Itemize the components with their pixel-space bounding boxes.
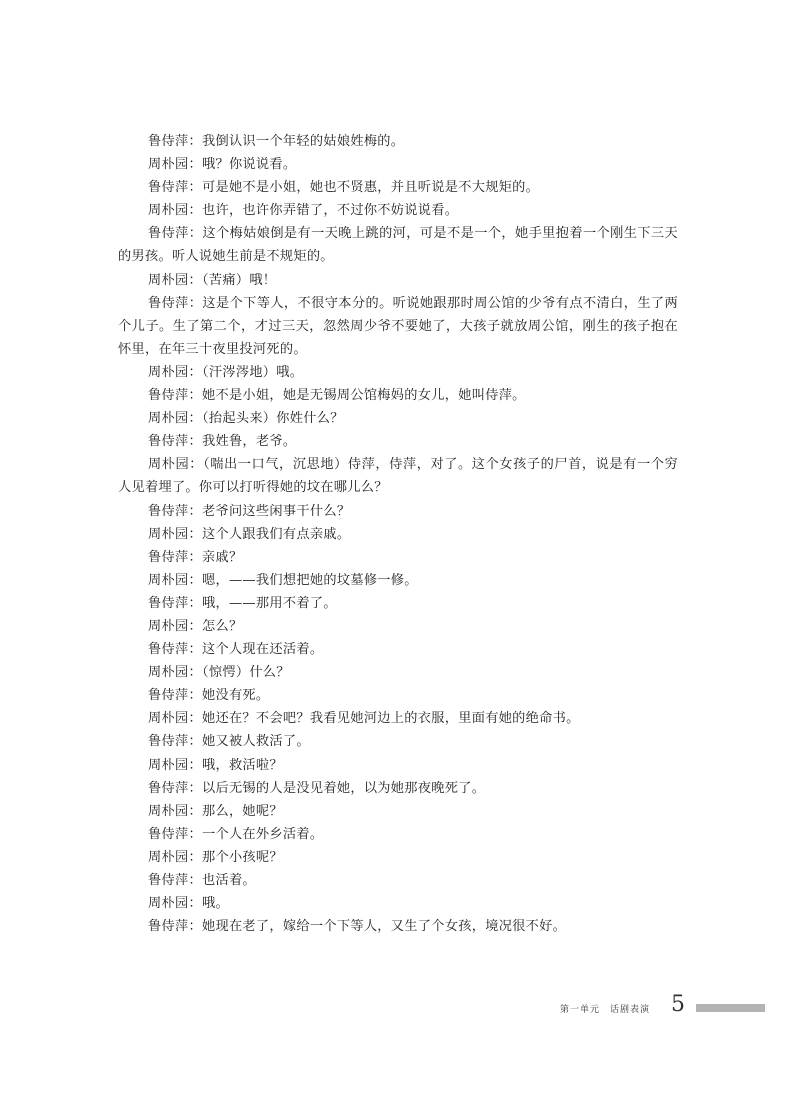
dialogue-line xyxy=(118,430,678,453)
speech-text: 哦，救活啦？ xyxy=(201,757,283,773)
dialogue-line xyxy=(118,292,678,361)
dialogue-line xyxy=(118,615,678,638)
speech-text: 哦。 xyxy=(201,896,229,912)
speech-text: 那个小孩呢？ xyxy=(201,849,283,865)
speaker-name: 鲁侍萍 ： xyxy=(148,504,202,519)
footer-section-label: 第一单元 话剧表演 xyxy=(560,1005,651,1015)
speaker-name: 周朴园 ： xyxy=(148,203,202,218)
speech-text: 也活着。 xyxy=(201,873,256,888)
dialogue-line xyxy=(118,546,678,569)
speaker-name: 鲁侍萍 ： xyxy=(148,388,202,403)
speech-text: 也许，也许你弄错了，不过你不妨说说看。 xyxy=(201,203,459,219)
speaker-name: 鲁侍萍 ： xyxy=(148,226,202,241)
dialogue-line xyxy=(118,384,678,407)
dialogue-line xyxy=(118,592,678,615)
dialogue-text xyxy=(118,130,678,938)
speaker-name: 周朴园 ： xyxy=(148,527,202,542)
speaker-name: 周朴园 ： xyxy=(148,273,202,288)
speaker-name: 鲁侍萍 ： xyxy=(148,688,202,703)
speech-text: 哦，——那用不着了。 xyxy=(201,595,337,611)
dialogue-line xyxy=(118,130,678,153)
dialogue-line xyxy=(118,453,678,499)
speech-text: 哦？你说说看。 xyxy=(201,157,297,173)
speaker-name: 周朴园 ： xyxy=(148,573,202,588)
speaker-name: 鲁侍萍 ： xyxy=(148,642,202,657)
dialogue-line xyxy=(118,361,678,384)
dialogue-line xyxy=(118,707,678,730)
speech-text: 她又被人救活了。 xyxy=(201,734,310,750)
speech-text: 她没有死。 xyxy=(201,688,270,704)
speech-text: 老爷问这些闲事干什么？ xyxy=(201,503,351,519)
dialogue-line xyxy=(118,846,678,869)
speech-text: （抬起头来）你姓什么？ xyxy=(201,411,344,427)
dialogue-line xyxy=(118,199,678,222)
dialogue-line xyxy=(118,684,678,707)
speaker-name: 周朴园 ： xyxy=(148,411,202,426)
speaker-name: 周朴园 ： xyxy=(148,804,202,819)
dialogue-line xyxy=(118,661,678,684)
speaker-name: 鲁侍萍 ： xyxy=(148,827,202,842)
dialogue-line xyxy=(118,569,678,592)
dialogue-line xyxy=(118,915,678,938)
speech-text: （汗涔涔地）哦。 xyxy=(201,364,304,380)
speech-text: 这是个下等人，不很守本分的。听说她跟那时周公馆的少爷有点不清白，生了两个儿子。生了第二个，才过三天，忽然周少爷不要她了，大孩子就放周公馆，刚生的孩子抱在怀里，在年三十夜里投河死的。 xyxy=(118,295,678,357)
speaker-name: 周朴园 ： xyxy=(148,711,202,726)
speech-text: 这个梅姑娘倒是有一天晚上跳的河，可是不是一个，她手里抱着一个刚生下三天的男孩。听人说她生前是不规矩的。 xyxy=(118,226,678,265)
speaker-name: 鲁侍萍 ： xyxy=(148,781,202,796)
dialogue-line xyxy=(118,500,678,523)
dialogue-line xyxy=(118,638,678,661)
speech-text: 这个人现在还活着。 xyxy=(201,642,324,658)
dialogue-line xyxy=(118,869,678,892)
dialogue-line xyxy=(118,407,678,430)
speech-text: 我姓鲁，老爷。 xyxy=(201,434,297,450)
speaker-name: 鲁侍萍 ： xyxy=(148,734,202,749)
dialogue-line xyxy=(118,523,678,546)
dialogue-line xyxy=(118,800,678,823)
dialogue-line xyxy=(118,754,678,777)
speech-text: 以后无锡的人是没见着她，以为她那夜晚死了。 xyxy=(201,780,486,796)
speaker-name: 鲁侍萍 ： xyxy=(148,180,202,195)
speaker-name: 鲁侍萍 ： xyxy=(148,873,202,888)
speech-text: 嗯，——我们想把她的坟墓修一修。 xyxy=(201,572,418,588)
speech-text: 那么，她呢？ xyxy=(201,803,283,819)
footer-decorative-bar xyxy=(696,1004,765,1012)
speech-text: 可是她不是小姐，她也不贤惠，并且听说是不大规矩的。 xyxy=(201,180,540,196)
speech-text: 她还在？不会吧？我看见她河边上的衣服，里面有她的绝命书。 xyxy=(201,711,580,727)
speech-text: 她现在老了，嫁给一个下等人，又生了个女孩，境况很不好。 xyxy=(201,919,567,935)
dialogue-line xyxy=(118,777,678,800)
speech-text: （喘出一口气，沉思地）侍萍，侍萍，对了。这个女孩子的尸首，说是有一个穷人见着埋了。你可以打听得她的坟在哪儿么？ xyxy=(118,457,678,496)
page-number: 5 xyxy=(671,992,685,1017)
dialogue-line xyxy=(118,892,678,915)
speech-text: 这个人跟我们有点亲戚。 xyxy=(201,526,351,542)
dialogue-line xyxy=(118,176,678,199)
speaker-name: 周朴园 ： xyxy=(148,850,202,865)
dialogue-line xyxy=(118,153,678,176)
speaker-name: 鲁侍萍 ： xyxy=(148,434,202,449)
dialogue-line xyxy=(118,269,678,292)
speaker-name: 周朴园 ： xyxy=(148,619,202,634)
speaker-name: 鲁侍萍 ： xyxy=(148,596,202,611)
speaker-name: 周朴园 ： xyxy=(148,157,202,172)
speech-text: （苦痛）哦！ xyxy=(201,272,277,288)
speaker-name: 鲁侍萍 ： xyxy=(148,550,202,565)
speaker-name: 周朴园 ： xyxy=(148,365,202,380)
speech-text: 我倒认识一个年轻的姑娘姓梅的。 xyxy=(201,134,405,149)
speaker-name: 鲁侍萍 ： xyxy=(148,919,202,934)
dialogue-line xyxy=(118,823,678,846)
speaker-name: 鲁侍萍 ： xyxy=(148,296,202,311)
speaker-name: 鲁侍萍 ： xyxy=(148,134,202,149)
speech-text: （惊愕）什么？ xyxy=(201,665,290,681)
speaker-name: 周朴园 ： xyxy=(148,457,203,472)
speaker-name: 周朴园 ： xyxy=(148,896,202,911)
dialogue-line xyxy=(118,730,678,753)
page-footer xyxy=(560,992,765,1021)
speech-text: 亲戚？ xyxy=(201,549,243,565)
speech-text: 一个人在外乡活着。 xyxy=(201,826,324,842)
speech-text: 怎么？ xyxy=(201,618,243,634)
speaker-name: 周朴园 ： xyxy=(148,665,202,680)
dialogue-line xyxy=(118,222,678,268)
speech-text: 她不是小姐，她是无锡周公馆梅妈的女儿，她叫侍萍。 xyxy=(201,388,526,404)
speaker-name: 周朴园 ： xyxy=(148,758,202,773)
